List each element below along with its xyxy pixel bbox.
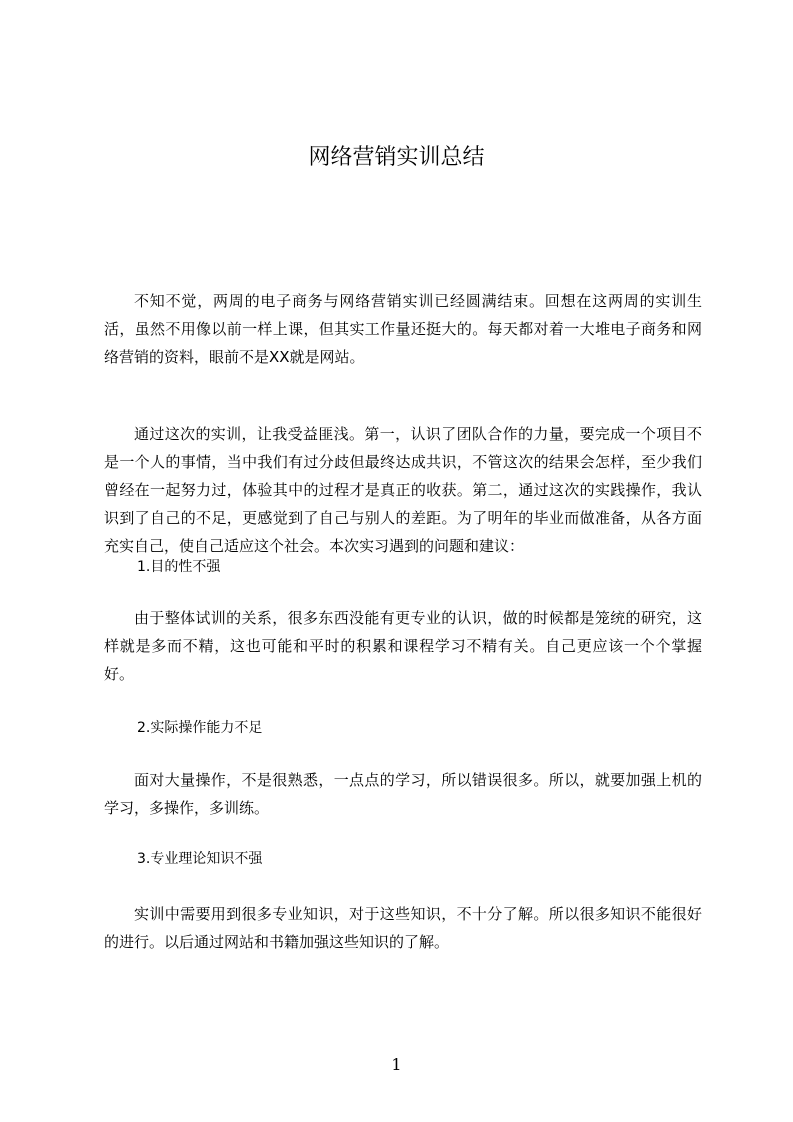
document-title: 网络营销实训总结 xyxy=(308,145,485,170)
section-heading-2: 2.实际操作能力不足 xyxy=(137,720,263,736)
section-heading-3: 3.专业理论知识不强 xyxy=(137,851,263,867)
section-heading-1: 1.目的性不强 xyxy=(137,559,221,575)
reflection-paragraph: 通过这次的实训，让我受益匪浅。第一，认识了团队合作的力量，要完成一个项目不是一个人的事情，当中我们有过分歧但最终达成共识，不管这次的结果会怎样，至少我们曾经在一起努力过，体验其中的过程才是真正的收获。第二，通过这次的实践操作，我认识到了自己的不足，更感觉到了自己与别人的差距。为了明年的毕业而做准备，从各方面充实自己，使自己适应这个社会。本次实习遇到的问题和建议： xyxy=(104,425,702,555)
section-body-2: 面对大量操作，不是很熟悉，一点点的学习，所以错误很多。所以，就要加强上机的学习，多操作，多训练。 xyxy=(104,771,702,817)
page-number: 1 xyxy=(391,1055,402,1074)
section-body-3: 实训中需要用到很多专业知识，对于这些知识，不十分了解。所以很多知识不能很好的进行。以后通过网站和书籍加强这些知识的了解。 xyxy=(104,905,702,951)
intro-paragraph: 不知不觉，两周的电子商务与网络营销实训已经圆满结束。回想在这两周的实训生活，虽然不用像以前一样上课，但其实工作量还挺大的。每天都对着一大堆电子商务和网络营销的资料，眼前不是XX就是网站。 xyxy=(104,292,702,366)
section-body-1: 由于整体试训的关系，很多东西没能有更专业的认识，做的时候都是笼统的研究，这样就是多而不精，这也可能和平时的积累和课程学习不精有关。自己更应该一个个掌握好。 xyxy=(104,609,702,683)
